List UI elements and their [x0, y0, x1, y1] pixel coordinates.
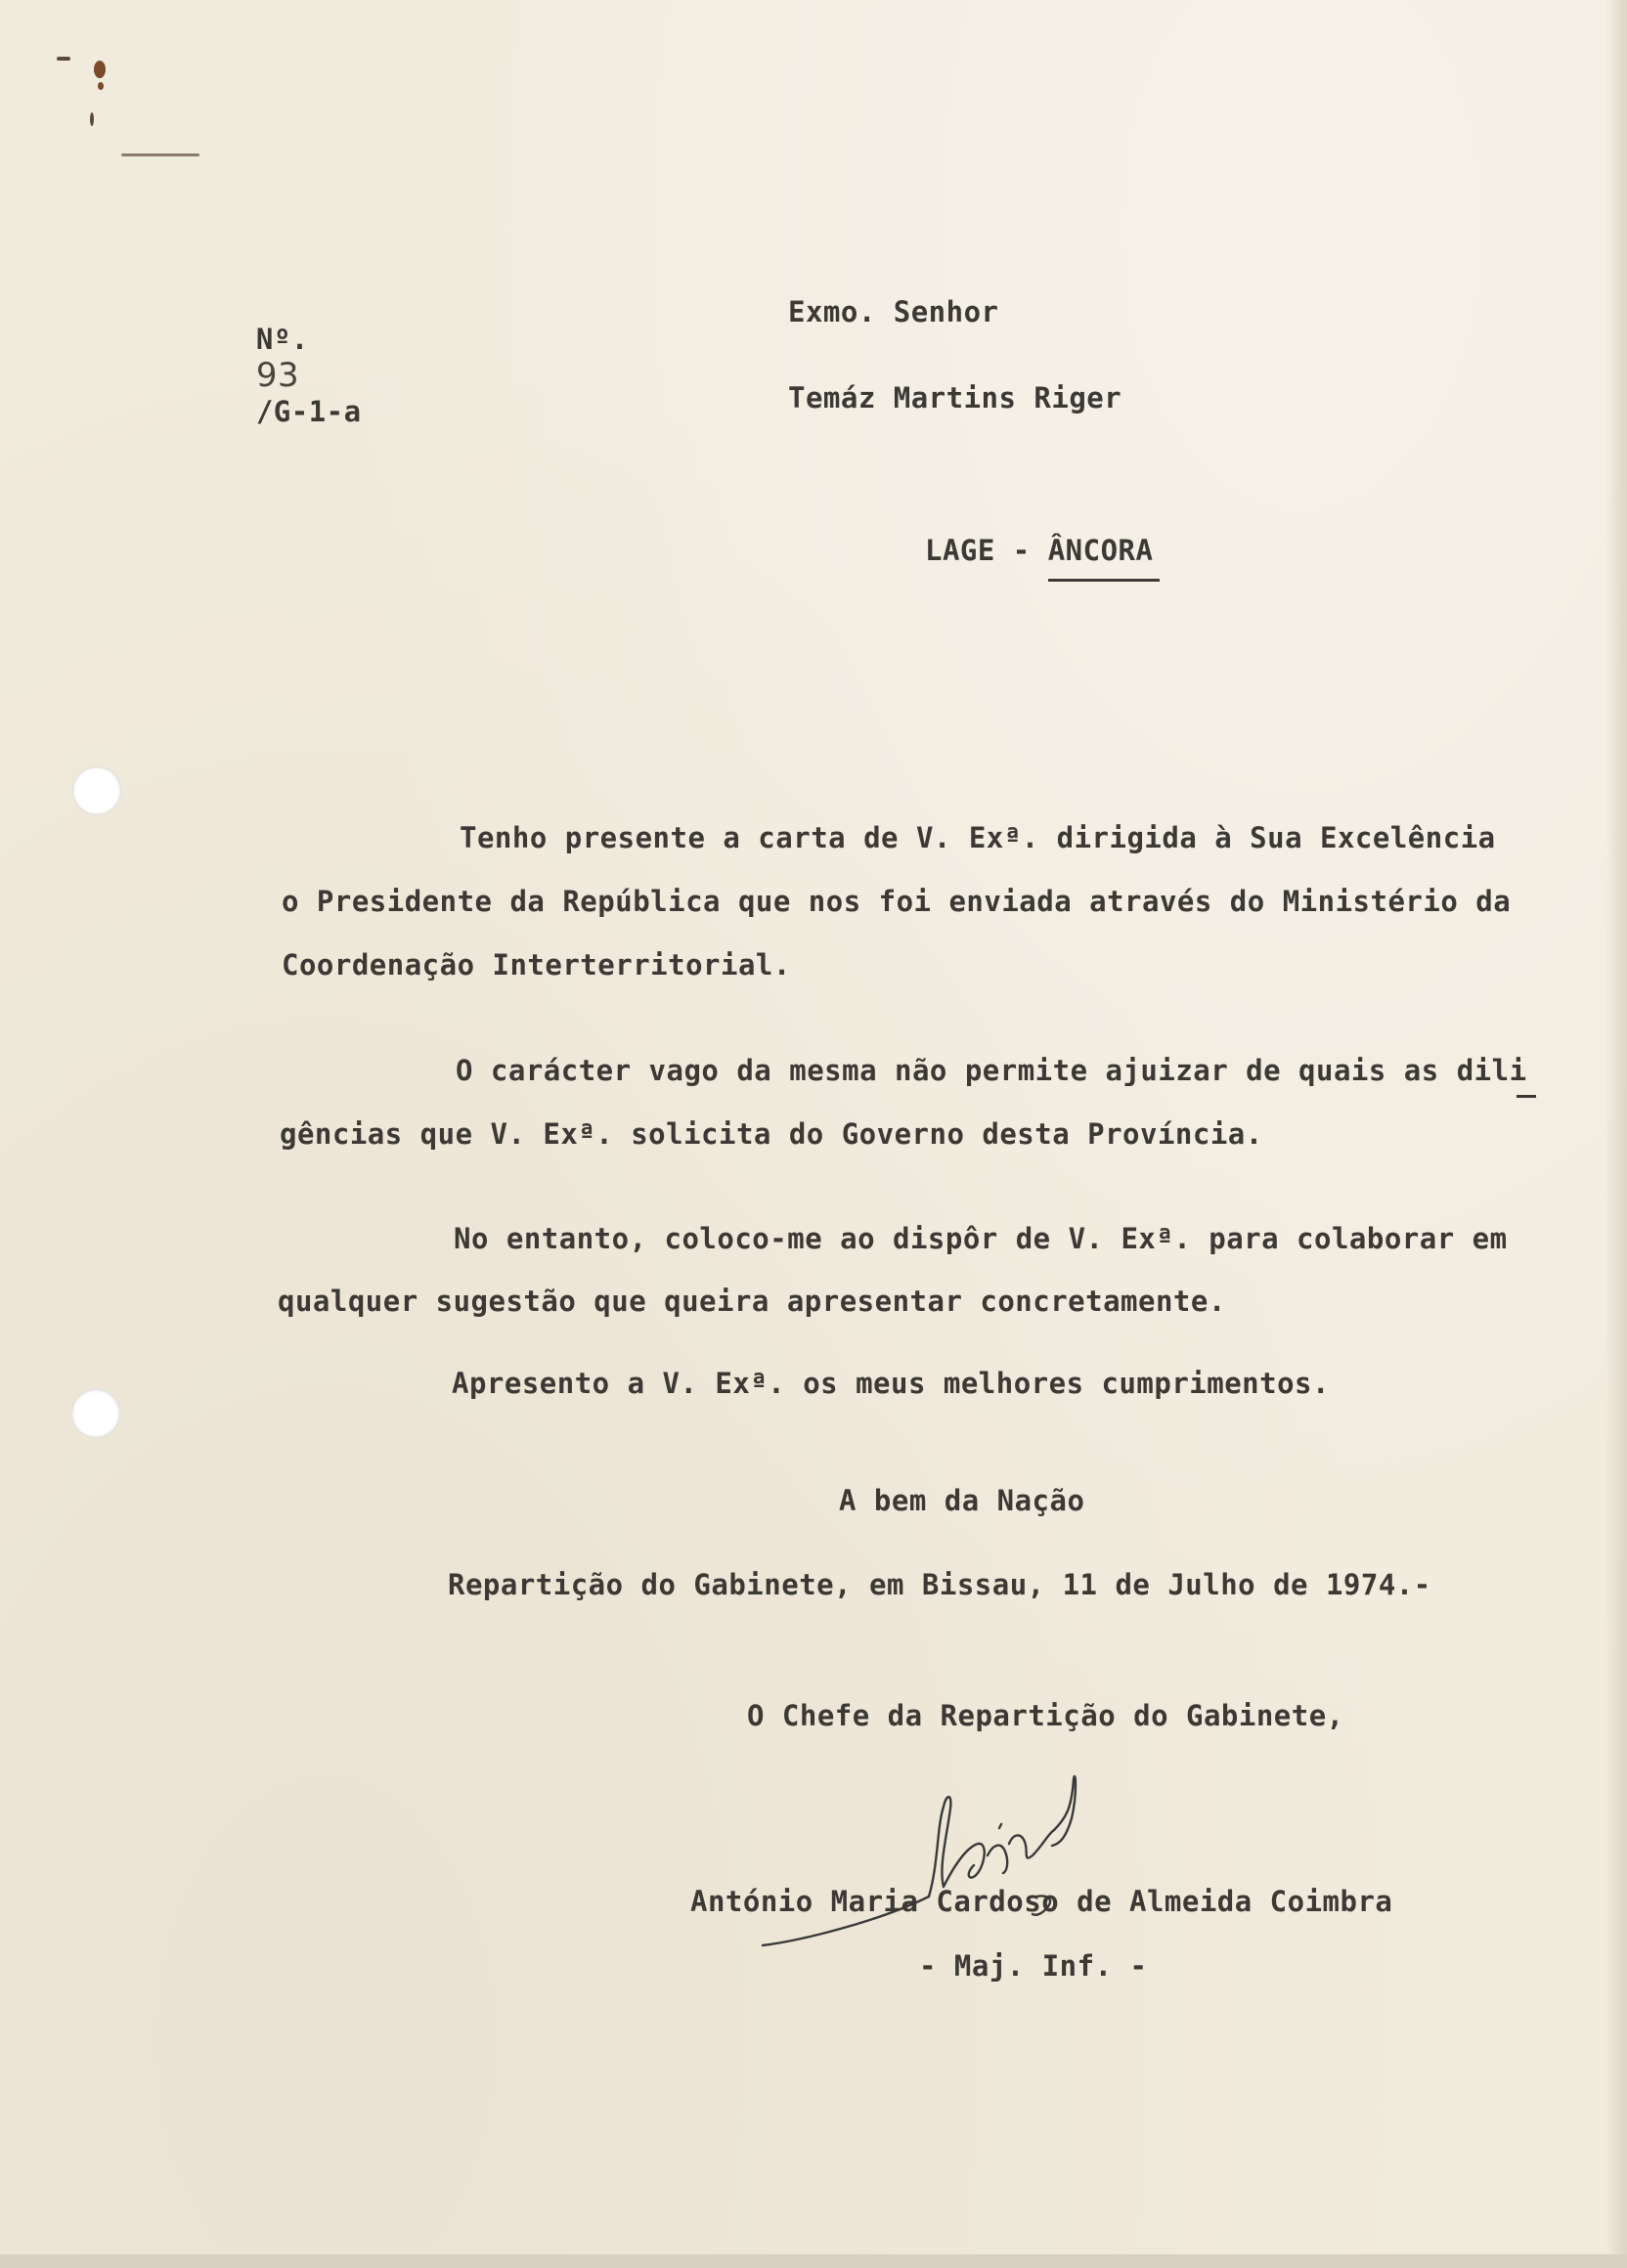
- paragraph-1-line-1: Tenho presente a carta de V. Exª. dirigida à Sua Excelência: [460, 821, 1496, 854]
- rust-stain: [94, 61, 106, 78]
- reference-number: [186, 289, 362, 461]
- rust-stain: [90, 112, 94, 126]
- rust-stain: [98, 82, 104, 90]
- paragraph-2-line-2: gências que V. Exª. solicita do Governo desta Província.: [280, 1117, 1263, 1151]
- handwritten-signature: [743, 1750, 1154, 1965]
- recipient-name: Temáz Martins Riger: [788, 381, 1122, 414]
- paragraph-3-line-2: qualquer sugestão que queira apresentar concretamente.: [278, 1285, 1226, 1318]
- closing-motto: A bem da Nação: [839, 1484, 1085, 1517]
- signatory-title: O Chefe da Repartição do Gabinete,: [747, 1699, 1344, 1732]
- paragraph-1-line-3: Coordenação Interterritorial.: [282, 948, 791, 981]
- page-edge-shadow: [1605, 0, 1627, 2268]
- ref-suffix: /G-1-a: [255, 395, 362, 428]
- paragraph-4-line-1: Apresento a V. Exª. os meus melhores cumprimentos.: [452, 1367, 1330, 1400]
- rust-stain: [121, 153, 199, 156]
- signatory-name: António Maria Cardoso de Almeida Coimbra: [690, 1885, 1393, 1918]
- hyphen-underline: [1517, 1095, 1536, 1098]
- punch-hole-top: [72, 766, 121, 815]
- paragraph-1-line-2: o Presidente da República que nos foi enviada através do Ministério da: [282, 885, 1512, 918]
- location-underline: [1048, 579, 1160, 582]
- rust-stain: [57, 57, 70, 61]
- recipient-location: LAGE - ÂNCORA: [925, 534, 1154, 567]
- ref-prefix: Nº.: [255, 323, 309, 356]
- page-bottom-edge: [0, 2254, 1627, 2268]
- place-and-date: Repartição do Gabinete, em Bissau, 11 de Julho de 1974.-: [448, 1568, 1431, 1601]
- paragraph-2-line-1: O carácter vago da mesma não permite ajuizar de quais as dili: [456, 1054, 1527, 1087]
- ref-handwritten-number: 93: [255, 356, 300, 395]
- signatory-rank: - Maj. Inf. -: [919, 1949, 1148, 1983]
- punch-hole-bottom: [71, 1389, 120, 1438]
- salutation: Exmo. Senhor: [788, 295, 999, 328]
- paragraph-3-line-1: No entanto, coloco-me ao dispôr de V. Exª. para colaborar em: [454, 1222, 1508, 1255]
